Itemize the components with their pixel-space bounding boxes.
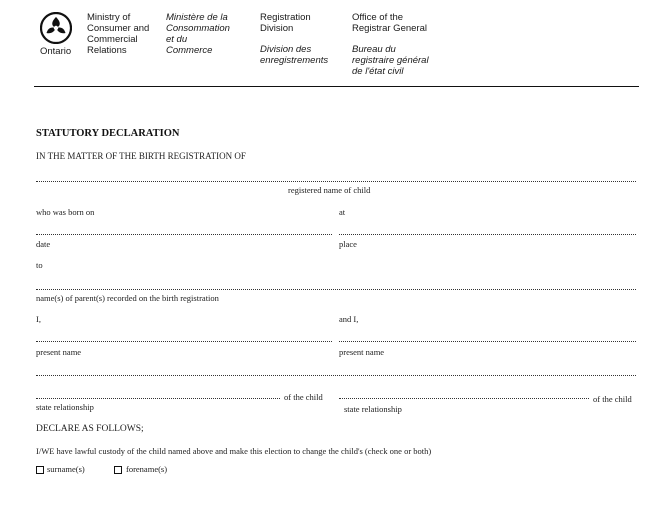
ministry-name-en: [87, 12, 149, 56]
relationship-field-2[interactable]: [339, 398, 589, 399]
birth-date-field[interactable]: [36, 234, 332, 235]
office-line: registraire général: [352, 55, 429, 66]
forename-label: forename(s): [126, 464, 168, 474]
forename-checkbox[interactable]: [114, 466, 122, 474]
birth-place-field[interactable]: [339, 234, 636, 235]
ministry-line: Ministère de la: [166, 12, 228, 23]
of-the-child-label-1: of the child: [284, 392, 323, 402]
to-label: to: [36, 260, 43, 270]
surname-label: surname(s): [47, 464, 85, 474]
ministry-line: Relations: [87, 45, 127, 56]
parents-caption: name(s) of parent(s) recorded on the birth registration: [36, 293, 219, 303]
date-caption: date: [36, 239, 51, 249]
ontario-trillium-logo: [40, 12, 72, 44]
registered-name-caption: registered name of child: [288, 185, 371, 195]
i-label: I,: [36, 314, 41, 324]
office-line: Office of the: [352, 12, 404, 23]
division-line: Division: [260, 23, 294, 34]
registered-name-field[interactable]: [36, 181, 636, 182]
office-name-fr: [352, 44, 429, 77]
ministry-line: Consumer and: [87, 23, 150, 34]
division-line: Division des: [260, 44, 312, 55]
present-name-caption-1: present name: [36, 347, 82, 357]
state-relationship-caption-1: state relationship: [36, 402, 94, 412]
office-name-en: [352, 12, 427, 34]
of-the-child-label-2: of the child: [593, 394, 632, 404]
address-field[interactable]: [36, 375, 636, 376]
born-on-label: who was born on: [36, 207, 95, 217]
ministry-line: et du: [166, 34, 188, 45]
at-label: at: [339, 207, 346, 217]
ministry-line: Commerce: [166, 45, 213, 56]
division-line: enregistrements: [260, 55, 329, 66]
matter-heading: IN THE MATTER OF THE BIRTH REGISTRATION OF: [36, 151, 246, 161]
relationship-field-1[interactable]: [36, 398, 280, 399]
state-relationship-caption-2: state relationship: [344, 404, 402, 414]
surname-checkbox[interactable]: [36, 466, 44, 474]
form-title: STATUTORY DECLARATION: [36, 128, 180, 139]
office-line: Bureau du: [352, 44, 396, 55]
division-name-fr: [260, 44, 328, 66]
ministry-name-fr: [166, 12, 230, 56]
place-caption: place: [339, 239, 357, 249]
custody-statement: I/WE have lawful custody of the child named above and make this election to change the child's (check one or both): [36, 446, 432, 456]
division-line: Registration: [260, 12, 311, 23]
ministry-line: Ministry of: [87, 12, 131, 23]
trillium-icon: [40, 12, 72, 44]
office-line: Registrar General: [352, 23, 427, 34]
ministry-line: Consommation: [166, 23, 230, 34]
declare-heading: DECLARE AS FOLLOWS;: [36, 424, 144, 434]
present-name-caption-2: present name: [339, 347, 385, 357]
present-name-field-1[interactable]: [36, 341, 332, 342]
present-name-field-2[interactable]: [339, 341, 636, 342]
and-i-label: and I,: [339, 314, 359, 324]
division-name-en: [260, 12, 311, 34]
header-divider: [34, 86, 639, 87]
parents-name-field[interactable]: [36, 289, 636, 290]
office-line: de l'état civil: [352, 66, 404, 77]
ministry-line: Commercial: [87, 34, 138, 45]
logo-label: Ontario: [40, 46, 72, 57]
